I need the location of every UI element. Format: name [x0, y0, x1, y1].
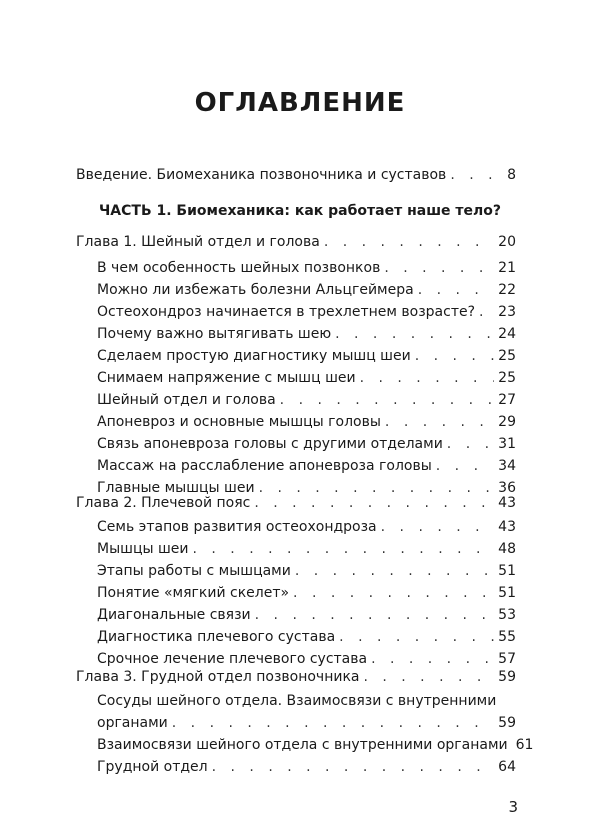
toc-entry[interactable] — [97, 712, 516, 734]
toc-entry[interactable] — [97, 367, 516, 389]
dot-leader — [280, 389, 495, 411]
dot-leader — [360, 367, 495, 389]
dot-leader — [450, 164, 503, 186]
toc-page-number: 51 — [498, 585, 516, 601]
dot-leader — [415, 345, 494, 367]
toc-entry[interactable] — [97, 389, 516, 411]
dot-leader — [293, 582, 494, 604]
toc-entry-text: Остеохондроз начинается в трехлетнем возрасте? — [97, 304, 476, 320]
toc-entry-text: Диагностика плечевого сустава — [97, 629, 336, 645]
toc-page-number: 57 — [498, 651, 516, 667]
toc-entry[interactable] — [97, 257, 516, 279]
toc-page-number: 59 — [498, 715, 516, 731]
dot-leader — [479, 301, 494, 323]
toc-page-number: 23 — [498, 304, 516, 320]
dot-leader — [385, 411, 494, 433]
toc-page-number: 61 — [515, 737, 534, 753]
toc-page-number: 36 — [498, 480, 516, 496]
toc-entry[interactable] — [97, 582, 516, 604]
toc-entry[interactable] — [97, 433, 516, 455]
toc-page-number: 64 — [498, 759, 516, 775]
toc-entry-text: В чем особенность шейных позвонков — [97, 260, 381, 276]
toc-entry[interactable] — [97, 626, 516, 648]
toc-page-number: 22 — [498, 282, 516, 298]
toc-entry-text: Диагональные связи — [97, 607, 251, 623]
toc-page-number: 27 — [498, 392, 516, 408]
part-heading: ЧАСТЬ 1. Биомеханика: как работает наше тело? — [98, 203, 502, 219]
dot-leader — [335, 323, 494, 345]
toc-entry[interactable] — [97, 455, 516, 477]
toc-chapter-1[interactable] — [76, 231, 516, 253]
toc-entry-text: Снимаем напряжение с мышц шеи — [97, 370, 356, 386]
toc-chapter-3[interactable] — [76, 666, 516, 688]
dot-leader — [295, 560, 494, 582]
toc-page-number: 21 — [498, 260, 516, 276]
toc-entry[interactable] — [97, 345, 516, 367]
toc-entry-text: Срочное лечение плечевого сустава — [97, 651, 368, 667]
dot-leader — [447, 433, 494, 455]
toc-entry-text: органами — [97, 715, 168, 731]
page-number: 3 — [508, 798, 518, 816]
toc-page-number: 8 — [507, 167, 516, 183]
toc-entry[interactable] — [97, 560, 516, 582]
toc-entry-text: Взаимосвязи шейного отдела с внутренними органами — [97, 737, 508, 753]
toc-entry-text: Почему важно вытягивать шею — [97, 326, 332, 342]
toc-page-number: 51 — [498, 563, 516, 579]
dot-leader — [363, 666, 494, 688]
toc-entry[interactable] — [97, 538, 516, 560]
toc-entry[interactable] — [97, 734, 534, 756]
toc-entry[interactable] — [97, 323, 516, 345]
toc-entry-text: Можно ли избежать болезни Альцгеймера — [97, 282, 414, 298]
toc-entry-text: Введение. Биомеханика позвоночника и суставов — [76, 167, 447, 183]
toc-page-number: 25 — [498, 370, 516, 386]
toc-entry-text: Шейный отдел и голова — [97, 392, 276, 408]
toc-chapter-2[interactable] — [76, 492, 516, 514]
toc-entry-text: Сделаем простую диагностику мышц шеи — [97, 348, 411, 364]
dot-leader — [254, 492, 494, 514]
toc-page-number: 24 — [498, 326, 516, 342]
toc-page-number: 25 — [498, 348, 516, 364]
dot-leader — [436, 455, 494, 477]
toc-entry-text: Глава 1. Шейный отдел и голова — [76, 234, 320, 250]
toc-page-number: 20 — [498, 234, 516, 250]
toc-entry-text: Понятие «мягкий скелет» — [97, 585, 290, 601]
toc-page-number: 29 — [498, 414, 516, 430]
toc-entry[interactable] — [97, 301, 516, 323]
toc-entry-text: Апоневроз и основные мышцы головы — [97, 414, 381, 430]
toc-entry[interactable] — [97, 516, 516, 538]
dot-leader — [339, 626, 494, 648]
toc-page-number: 59 — [498, 669, 516, 685]
dot-leader — [212, 756, 495, 778]
toc-entry-text-line1[interactable]: Сосуды шейного отдела. Взаимосвязи с внутренними — [97, 693, 497, 709]
dot-leader — [193, 538, 495, 560]
toc-page-number: 31 — [498, 436, 516, 452]
toc-page-number: 55 — [498, 629, 516, 645]
toc-entry-text: Связь апоневроза головы с другими отделами — [97, 436, 443, 452]
toc-entry[interactable] — [97, 279, 516, 301]
dot-leader — [172, 712, 494, 734]
toc-entry[interactable] — [97, 411, 516, 433]
toc-entry-text: Семь этапов развития остеохондроза — [97, 519, 377, 535]
toc-entry-intro[interactable] — [76, 164, 516, 186]
dot-leader — [418, 279, 494, 301]
toc-entry-text: Мышцы шеи — [97, 541, 189, 557]
dot-leader — [384, 257, 494, 279]
toc-entry[interactable] — [97, 604, 516, 626]
page-title: ОГЛАВЛЕНИЕ — [194, 88, 406, 118]
toc-page-number: 48 — [498, 541, 516, 557]
toc-entry-text: Этапы работы с мышцами — [97, 563, 291, 579]
toc-entry-text: Массаж на расслабление апоневроза головы — [97, 458, 432, 474]
dot-leader — [324, 231, 494, 253]
toc-entry-text: Глава 2. Плечевой пояс — [76, 495, 251, 511]
toc-entry[interactable] — [97, 756, 516, 778]
toc-page-number: 43 — [498, 519, 516, 535]
toc-entry-text: Главные мышцы шеи — [97, 480, 255, 496]
dot-leader — [381, 516, 495, 538]
toc-page-number: 34 — [498, 458, 516, 474]
toc-entry-text: Глава 3. Грудной отдел позвоночника — [76, 669, 360, 685]
toc-page-number: 43 — [498, 495, 516, 511]
dot-leader — [255, 604, 495, 626]
toc-entry-text: Грудной отдел — [97, 759, 208, 775]
toc-page-number: 53 — [498, 607, 516, 623]
